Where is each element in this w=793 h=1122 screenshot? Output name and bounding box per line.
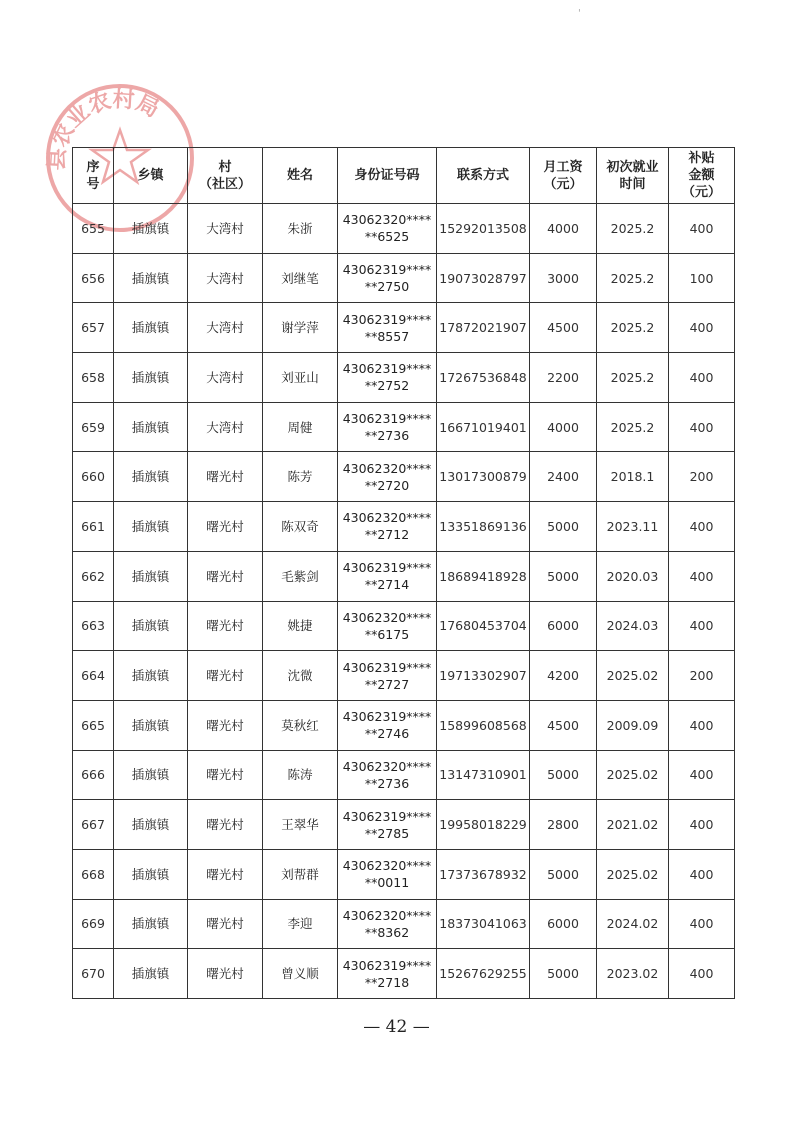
id-number-cell: [338, 800, 437, 850]
employment-date-cell: 2020.03: [597, 551, 669, 601]
row-number-cell: 669: [73, 899, 114, 949]
town-cell: 插旗镇: [114, 601, 188, 651]
id-number-line: **8557: [364, 328, 410, 344]
id-number-line: **2714: [364, 577, 410, 593]
row-number-cell: 655: [73, 204, 114, 254]
name-cell: 朱浙: [263, 204, 338, 254]
header-label: （元）: [681, 185, 721, 200]
name-cell: 李迎: [263, 899, 338, 949]
id-number-line: **2750: [364, 279, 410, 295]
village-cell: 曙光村: [188, 849, 263, 899]
wage-cell: 2800: [530, 800, 597, 850]
name-cell: 王翠华: [263, 800, 338, 850]
employment-date-cell: 2023.02: [597, 949, 669, 999]
header-label: 初次就业: [606, 159, 659, 175]
wage-cell: 5000: [530, 502, 597, 552]
seal-text: 县农业农村局: [44, 87, 163, 172]
town-cell: 插旗镇: [114, 800, 188, 850]
id-number-cell: [338, 750, 437, 800]
wage-cell: 4000: [530, 204, 597, 254]
employment-date-cell: 2021.02: [597, 800, 669, 850]
employment-date-cell: 2023.11: [597, 502, 669, 552]
id-number-cell: [338, 849, 437, 899]
town-cell: 插旗镇: [114, 949, 188, 999]
table-body: [73, 204, 735, 999]
id-number-line: 43062319****: [342, 560, 432, 576]
id-number-cell: [338, 949, 437, 999]
wage-cell: 3000: [530, 253, 597, 303]
row-number-cell: 664: [73, 651, 114, 701]
subsidy-cell: 100: [669, 253, 735, 303]
header-label: 姓名: [286, 168, 313, 183]
employment-date-cell: 2025.02: [597, 651, 669, 701]
village-cell: 大湾村: [188, 353, 263, 403]
id-number-line: 43062320****: [342, 609, 432, 625]
id-number-line: **0011: [364, 875, 410, 891]
table-row: [73, 452, 735, 502]
name-cell: 陈芳: [263, 452, 338, 502]
id-number-cell: [338, 353, 437, 403]
row-number-cell: 665: [73, 700, 114, 750]
town-cell: 插旗镇: [114, 750, 188, 800]
row-number-cell: 670: [73, 949, 114, 999]
header-label: 联系方式: [456, 168, 509, 183]
town-cell: 插旗镇: [114, 303, 188, 353]
id-number-cell: [338, 700, 437, 750]
name-cell: 姚捷: [263, 601, 338, 651]
id-number-line: **6525: [364, 229, 410, 245]
id-number-line: **2736: [364, 775, 410, 791]
table-row: [73, 899, 735, 949]
row-number-cell: 663: [73, 601, 114, 651]
village-cell: 曙光村: [188, 800, 263, 850]
id-number-cell: [338, 899, 437, 949]
header-label: 金额: [688, 168, 715, 183]
wage-cell: 6000: [530, 899, 597, 949]
village-cell: 大湾村: [188, 303, 263, 353]
phone-cell: 13147310901: [437, 750, 530, 800]
header-cell: [597, 148, 669, 204]
row-number-cell: 659: [73, 402, 114, 452]
subsidy-cell: 200: [669, 651, 735, 701]
header-label: 号: [86, 176, 100, 192]
subsidy-cell: 400: [669, 303, 735, 353]
header-label: 补贴: [688, 151, 715, 166]
wage-cell: 2200: [530, 353, 597, 403]
wage-cell: 2400: [530, 452, 597, 502]
table-row: [73, 204, 735, 254]
table-row: [73, 353, 735, 403]
employment-date-cell: 2025.2: [597, 353, 669, 403]
employment-date-cell: 2025.2: [597, 402, 669, 452]
town-cell: 插旗镇: [114, 402, 188, 452]
village-cell: 曙光村: [188, 651, 263, 701]
town-cell: 插旗镇: [114, 700, 188, 750]
phone-cell: 15899608568: [437, 700, 530, 750]
id-number-line: 43062319****: [342, 808, 432, 824]
name-cell: 莫秋红: [263, 700, 338, 750]
wage-cell: 5000: [530, 949, 597, 999]
name-cell: 毛紫剑: [263, 551, 338, 601]
table-row: [73, 253, 735, 303]
employment-date-cell: 2024.03: [597, 601, 669, 651]
name-cell: 沈微: [263, 651, 338, 701]
header-cell: [263, 148, 338, 204]
wage-cell: 4000: [530, 402, 597, 452]
page-number: — 42 —: [363, 1017, 430, 1037]
id-number-line: **2727: [364, 676, 410, 692]
village-cell: 曙光村: [188, 502, 263, 552]
header-cell: [114, 148, 188, 204]
phone-cell: 18689418928: [437, 551, 530, 601]
table-header-row: [73, 148, 735, 204]
header-label: 序: [86, 159, 100, 175]
town-cell: 插旗镇: [114, 353, 188, 403]
id-number-line: 43062320****: [342, 510, 432, 526]
row-number-cell: 661: [73, 502, 114, 552]
name-cell: 周健: [263, 402, 338, 452]
name-cell: 谢学萍: [263, 303, 338, 353]
id-number-line: **2736: [364, 428, 410, 444]
header-cell: [669, 148, 735, 204]
table-row: [73, 750, 735, 800]
town-cell: 插旗镇: [114, 551, 188, 601]
id-number-cell: [338, 452, 437, 502]
table-row: [73, 800, 735, 850]
employment-date-cell: 2025.02: [597, 849, 669, 899]
employment-date-cell: 2025.2: [597, 253, 669, 303]
scan-corner-mark: ': [578, 8, 581, 19]
header-label: 村: [218, 159, 232, 175]
phone-cell: 19958018229: [437, 800, 530, 850]
employment-date-cell: 2025.2: [597, 204, 669, 254]
table-row: [73, 502, 735, 552]
row-number-cell: 656: [73, 253, 114, 303]
town-cell: 插旗镇: [114, 502, 188, 552]
id-number-line: 43062320****: [342, 460, 432, 476]
id-number-line: **8362: [364, 924, 410, 940]
header-cell: [437, 148, 530, 204]
id-number-line: 43062320****: [342, 858, 432, 874]
village-cell: 大湾村: [188, 253, 263, 303]
village-cell: 曙光村: [188, 700, 263, 750]
phone-cell: 17267536848: [437, 353, 530, 403]
town-cell: 插旗镇: [114, 253, 188, 303]
table-row: [73, 551, 735, 601]
id-number-line: 43062319****: [342, 262, 432, 278]
town-cell: 插旗镇: [114, 849, 188, 899]
subsidy-cell: 400: [669, 750, 735, 800]
id-number-line: 43062319****: [342, 311, 432, 327]
header-label: 时间: [619, 176, 646, 192]
id-number-line: 43062319****: [342, 659, 432, 675]
id-number-cell: [338, 601, 437, 651]
village-cell: 大湾村: [188, 204, 263, 254]
header-label: 月工资: [543, 159, 583, 175]
row-number-cell: 667: [73, 800, 114, 850]
id-number-line: 43062319****: [342, 957, 432, 973]
subsidy-cell: 400: [669, 700, 735, 750]
village-cell: 大湾村: [188, 402, 263, 452]
wage-cell: 5000: [530, 551, 597, 601]
id-number-line: **6175: [364, 626, 410, 642]
name-cell: 陈双奇: [263, 502, 338, 552]
wage-cell: 5000: [530, 849, 597, 899]
header-label: 身份证号码: [354, 168, 420, 183]
subsidy-cell: 400: [669, 551, 735, 601]
wage-cell: 4500: [530, 700, 597, 750]
subsidy-cell: 400: [669, 800, 735, 850]
row-number-cell: 657: [73, 303, 114, 353]
id-number-line: **2785: [364, 825, 410, 841]
table-row: [73, 402, 735, 452]
phone-cell: 19713302907: [437, 651, 530, 701]
table-row: [73, 303, 735, 353]
id-number-line: 43062320****: [342, 212, 432, 228]
phone-cell: 17872021907: [437, 303, 530, 353]
row-number-cell: 666: [73, 750, 114, 800]
phone-cell: 19073028797: [437, 253, 530, 303]
village-cell: 曙光村: [188, 601, 263, 651]
wage-cell: 6000: [530, 601, 597, 651]
id-number-line: 43062319****: [342, 411, 432, 427]
header-cell: [530, 148, 597, 204]
header-cell: [188, 148, 263, 204]
header-label: 乡镇: [137, 168, 164, 183]
village-cell: 曙光村: [188, 949, 263, 999]
phone-cell: 17680453704: [437, 601, 530, 651]
town-cell: 插旗镇: [114, 899, 188, 949]
id-number-line: 43062320****: [342, 758, 432, 774]
employment-subsidy-table: [72, 147, 735, 999]
header-cell: [73, 148, 114, 204]
name-cell: 刘亚山: [263, 353, 338, 403]
subsidy-cell: 400: [669, 502, 735, 552]
phone-cell: 13017300879: [437, 452, 530, 502]
phone-cell: 18373041063: [437, 899, 530, 949]
header-label: （社区）: [198, 176, 251, 192]
id-number-line: 43062320****: [342, 907, 432, 923]
phone-cell: 17373678932: [437, 849, 530, 899]
row-number-cell: 662: [73, 551, 114, 601]
id-number-line: **2712: [364, 527, 410, 543]
subsidy-cell: 400: [669, 601, 735, 651]
header-cell: [338, 148, 437, 204]
id-number-line: **2752: [364, 378, 410, 394]
id-number-line: 43062319****: [342, 361, 432, 377]
subsidy-cell: 400: [669, 849, 735, 899]
employment-date-cell: 2025.2: [597, 303, 669, 353]
id-number-line: **2746: [364, 726, 410, 742]
village-cell: 曙光村: [188, 899, 263, 949]
name-cell: 陈涛: [263, 750, 338, 800]
subsidy-cell: 400: [669, 204, 735, 254]
row-number-cell: 668: [73, 849, 114, 899]
row-number-cell: 660: [73, 452, 114, 502]
table-row: [73, 849, 735, 899]
subsidy-cell: 400: [669, 949, 735, 999]
subsidy-cell: 200: [669, 452, 735, 502]
table-row: [73, 651, 735, 701]
wage-cell: 4500: [530, 303, 597, 353]
town-cell: 插旗镇: [114, 651, 188, 701]
name-cell: 曾义顺: [263, 949, 338, 999]
subsidy-cell: 400: [669, 899, 735, 949]
employment-date-cell: 2009.09: [597, 700, 669, 750]
table-row: [73, 949, 735, 999]
id-number-cell: [338, 253, 437, 303]
wage-cell: 4200: [530, 651, 597, 701]
row-number-cell: 658: [73, 353, 114, 403]
village-cell: 曙光村: [188, 551, 263, 601]
id-number-line: 43062319****: [342, 709, 432, 725]
name-cell: 刘帮群: [263, 849, 338, 899]
table-row: [73, 700, 735, 750]
employment-date-cell: 2018.1: [597, 452, 669, 502]
phone-cell: 15292013508: [437, 204, 530, 254]
town-cell: 插旗镇: [114, 204, 188, 254]
header-label: （元）: [543, 176, 583, 192]
employment-date-cell: 2025.02: [597, 750, 669, 800]
village-cell: 曙光村: [188, 750, 263, 800]
table-row: [73, 601, 735, 651]
town-cell: 插旗镇: [114, 452, 188, 502]
employment-date-cell: 2024.02: [597, 899, 669, 949]
id-number-cell: [338, 502, 437, 552]
id-number-cell: [338, 651, 437, 701]
id-number-line: **2720: [364, 477, 410, 493]
phone-cell: 15267629255: [437, 949, 530, 999]
subsidy-cell: 400: [669, 353, 735, 403]
id-number-cell: [338, 303, 437, 353]
phone-cell: 16671019401: [437, 402, 530, 452]
subsidy-cell: 400: [669, 402, 735, 452]
id-number-cell: [338, 551, 437, 601]
id-number-cell: [338, 402, 437, 452]
wage-cell: 5000: [530, 750, 597, 800]
phone-cell: 13351869136: [437, 502, 530, 552]
village-cell: 曙光村: [188, 452, 263, 502]
id-number-cell: [338, 204, 437, 254]
name-cell: 刘继笔: [263, 253, 338, 303]
id-number-line: **2718: [364, 974, 410, 990]
